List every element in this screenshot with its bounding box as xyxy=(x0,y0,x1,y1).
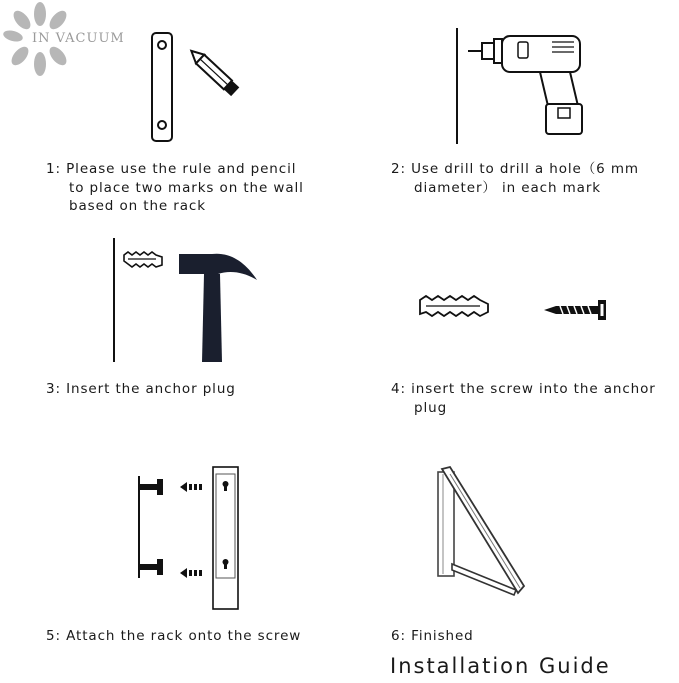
step-1-number: 1: xyxy=(46,161,61,177)
step-2 xyxy=(391,160,639,197)
step-5-line-1: Attach the rack onto the screw xyxy=(66,628,302,644)
step-2-number: 2: xyxy=(391,161,406,177)
mounting-screws-icon xyxy=(136,476,168,580)
step-1 xyxy=(46,160,304,216)
step-2-line-2: diameter） in each mark xyxy=(414,179,602,196)
anchor-plug-icon xyxy=(418,292,490,322)
step-3 xyxy=(46,380,236,399)
hammer-icon xyxy=(178,250,260,364)
step-5 xyxy=(46,627,301,646)
step-1-line-3: based on the rack xyxy=(69,198,206,214)
anchor-plug-icon xyxy=(110,238,166,364)
step-3-line-1: Insert the anchor plug xyxy=(66,381,236,397)
step-1-line-1: Please use the rule and pencil xyxy=(66,161,297,177)
step-2-line-1: Use drill to drill a hole（6 mm xyxy=(411,161,639,177)
step-4-line-1: insert the screw into the anchor xyxy=(411,381,656,397)
arrow-icon xyxy=(180,480,204,494)
pencil-icon xyxy=(183,42,245,102)
arrow-icon xyxy=(180,566,204,580)
step-6-line-1: Finished xyxy=(411,628,474,644)
brand-logo-text: IN VACUUM xyxy=(32,31,125,46)
step-6 xyxy=(391,627,474,646)
drill-icon xyxy=(452,28,584,146)
folding-rack-icon xyxy=(434,466,526,598)
step-4-line-2: plug xyxy=(414,399,448,416)
step-5-number: 5: xyxy=(46,628,61,644)
page-title: Installation Guide xyxy=(390,654,611,678)
step-6-number: 6: xyxy=(391,628,406,644)
step-1-line-2: to place two marks on the wall xyxy=(69,179,304,196)
step-3-number: 3: xyxy=(46,381,61,397)
screw-icon xyxy=(544,298,610,322)
step-4-number: 4: xyxy=(391,381,406,397)
rack-slotted-icon xyxy=(212,466,240,610)
step-4 xyxy=(391,380,656,417)
rack-bar-icon xyxy=(150,32,174,142)
